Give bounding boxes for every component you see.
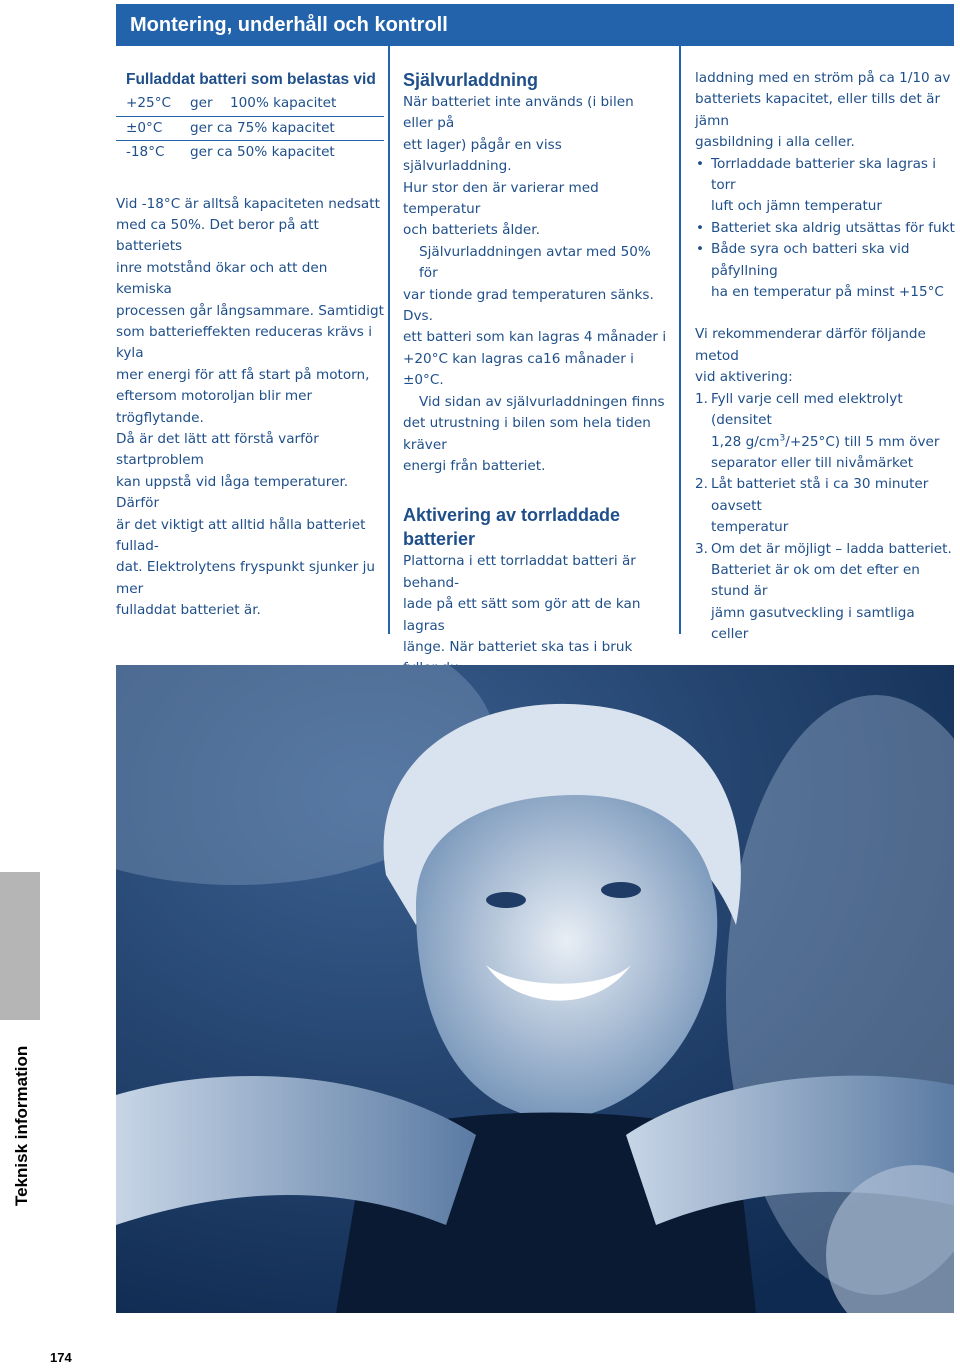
body-line: Plattorna i ett torrladdat batteri är behand- xyxy=(403,553,636,591)
column-divider xyxy=(388,46,390,634)
photo-illustration xyxy=(116,665,954,1313)
step-item: 2. Låt batteriet stå i ca 30 minuter oavsett temperatur xyxy=(695,476,929,536)
body-line: eftersom motoroljan blir mer trögflytande. xyxy=(116,388,313,426)
body-line: inre motstånd ökar och att den kemiska xyxy=(116,259,328,298)
capacity-temp: -18°C xyxy=(126,144,165,161)
bullet-item: • Både syra och batteri ska vid påfyllning ha en temperatur på minst +15°C xyxy=(695,239,955,303)
self-discharge-title: Självurladdning xyxy=(403,70,539,90)
step-number: 2. xyxy=(695,476,708,493)
body-line: det utrustning i bilen som hela tiden kräver xyxy=(403,415,651,453)
body-line: batteriets kapacitet, eller tills det är jämn xyxy=(695,91,941,129)
body-line: mer energi för att få start på motorn, xyxy=(116,366,370,383)
body-line: var tionde grad temperaturen sänks. Dvs. xyxy=(403,286,654,325)
bullet-item: • Batteriet ska aldrig utsättas för fukt xyxy=(695,218,955,239)
body-line: länge. När batteriet ska tas i bruk xyxy=(403,638,633,655)
body-line: Vi rekommenderar därför följande metod xyxy=(695,326,926,364)
step-number: 3. xyxy=(695,540,708,557)
body-line: vid aktivering: xyxy=(695,369,793,386)
body-line: Självurladdningen avtar med 50% för xyxy=(419,243,651,282)
body-line: laddning med en ström på ca 1/10 av xyxy=(695,70,951,86)
body-line: dat. Elektrolytens fryspunkt sjunker ju mer xyxy=(116,559,376,597)
body-line: med ca 50%. Det beror på att batteriets xyxy=(116,216,319,255)
step-number: 1. xyxy=(695,390,708,407)
column-divider xyxy=(679,46,681,634)
sidebar-tab xyxy=(0,872,40,1020)
person-photo xyxy=(116,665,954,1313)
body-line: fulladdat batteriet är. xyxy=(116,602,261,619)
body-line: energi från batteriet. xyxy=(403,457,546,474)
body-line: kan uppstå vid låga temperaturer. Därför xyxy=(116,473,349,512)
step-item: 3. Om det är möjligt – ladda batteriet. Batteriet är ok om det efter en stund är jämn gasutveckling i samtliga celler xyxy=(695,540,952,643)
capacity-temp: +25°C xyxy=(126,95,171,112)
body-line: ett batteri som kan lagras 4 månader i xyxy=(403,329,667,346)
capacity-row xyxy=(116,117,384,142)
body-line: Då är det lätt att förstå varför startproblem xyxy=(116,430,319,469)
body-line: och batteriets ålder. xyxy=(403,222,540,239)
capacity-title: Fulladdat batteri som belastas vid xyxy=(126,71,376,88)
method-intro xyxy=(695,324,955,388)
capacity-text: ger ca 50% kapacitet xyxy=(190,144,335,161)
superscript: 3 xyxy=(779,432,786,443)
body-line: Vid -18°C är alltså kapaciteten nedsatt xyxy=(116,195,380,212)
body-line: processen går långsammare. Samtidigt xyxy=(116,302,384,319)
capacity-explanation xyxy=(116,194,384,622)
capacity-row xyxy=(116,92,384,117)
header-bar xyxy=(116,4,954,46)
step-item: 1. Fyll varje cell med elektrolyt (densitet 1,28 $g/cm^3/+25^\circ C$) till 5 mm över separator eller till nivåmärket xyxy=(695,390,940,471)
body-line: Vid sidan av självurladdningen finns xyxy=(419,393,665,410)
body-line: lade på ett sätt som gör att de kan lagras xyxy=(403,596,641,634)
body-line: När batteriet inte används (i bilen eller på xyxy=(403,94,634,132)
capacity-text: ger xyxy=(190,95,213,112)
capacity-value: 100% kapacitet xyxy=(230,95,337,112)
body-line: Hur stor den är varierar med temperatur xyxy=(403,179,599,218)
body-line: +20°C kan lagras ca16 månader i ±0°C. xyxy=(403,350,634,389)
page-title: Montering, underhåll och kontroll xyxy=(130,14,448,36)
body-line: ett lager) pågår en viss självurladdning. xyxy=(403,136,562,175)
capacity-table xyxy=(116,92,384,165)
activation-title: Aktivering av torrladdade batterier xyxy=(403,505,621,550)
body-line: som batterieffekten reduceras krävs i kyla xyxy=(116,323,372,362)
bullet-item: • Torrladdade batterier ska lagras i torr luft och jämn temperatur xyxy=(695,154,955,218)
capacity-row xyxy=(116,141,384,165)
storage-bullet-list xyxy=(695,154,955,304)
body-line: är det viktigt att alltid hålla batteriet fullad- xyxy=(116,516,366,554)
activation-steps xyxy=(695,389,955,646)
sidebar-label: Teknisk information xyxy=(12,1045,31,1206)
page-number: 174 xyxy=(50,1350,72,1365)
body-line: gasbildning i alla celler. xyxy=(695,134,855,151)
capacity-text: ger ca 75% kapacitet xyxy=(190,119,335,136)
capacity-temp: ±0°C xyxy=(126,119,163,136)
